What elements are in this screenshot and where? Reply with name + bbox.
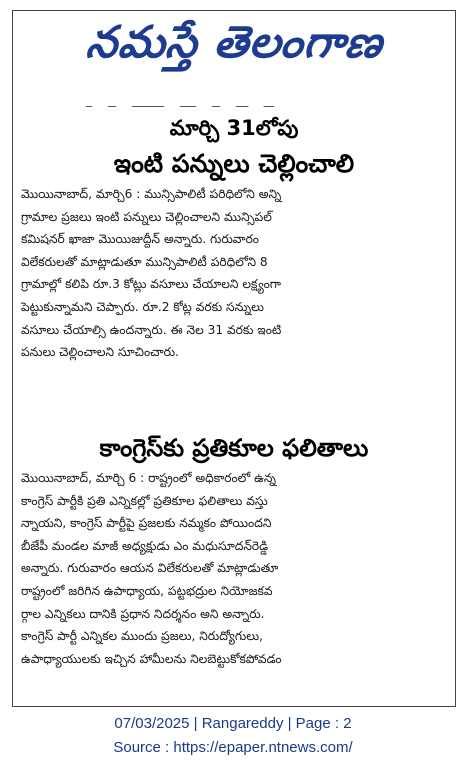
article-body <box>13 183 455 364</box>
article-headline: ఇంటి పన్నులు చెల్లించాలి <box>113 149 355 178</box>
article-line: కాంగ్రెస్ పార్టీకి ప్రతి ఎన్నికల్లో ప్రతికూల ఫలితాలు వస్తు <box>21 493 268 508</box>
source-link[interactable]: Source : https://epaper.ntnews.com/ <box>113 739 353 756</box>
article-line: ర్గాల ఎన్నికలు దానికి ప్రధాన నిదర్శనం అని అన్నారు. <box>21 606 265 621</box>
article-line: కమిషనర్ ఖాజా మొయిజుద్దీన్ అన్నారు. గురువారం <box>21 232 259 247</box>
article-line: వసూలు చేయాల్సి ఉందన్నారు. ఈ నెల 31 వరకు ఇంటి <box>21 322 282 337</box>
article-line: ఉపాధ్యాయులకు ఇచ్చిన హామీలను నిలబెట్టుకోకపోవడం <box>21 651 282 666</box>
article-congress <box>13 429 455 670</box>
article-line: గ్రామాల ప్రజలు ఇంటి పన్నులు చెల్లించాలని మున్సిపల్ <box>21 209 272 224</box>
article-line: కాంగ్రెస్ పార్టీ ఎన్నికల ముందు ప్రజలు, నిరుద్యోగులు, <box>21 629 263 644</box>
source-footer <box>0 712 466 760</box>
article-line: రాష్ట్రంలో జరిగిన ఉపాధ్యాయ, పట్టభద్రుల నియోజకవ <box>21 583 273 598</box>
article-line: పనులు చెల్లించాలని సూచించారు. <box>21 345 179 360</box>
article-line: విలేకరులతో మాట్లాడుతూ మున్సిపాలిటీ పరిధిలోని 8 <box>21 254 268 269</box>
article-line: అన్నారు. గురువారం ఆయన విలేకరులతో మాట్లాడుతూ <box>21 561 279 576</box>
article-kicker: మార్చి 31లోపు <box>169 116 299 140</box>
article-house-tax <box>13 111 455 364</box>
article-line: బీజేపీ మండల మాజీ అధ్యక్షుడు ఎం మధుసూదన్‌రెడ్డి <box>21 538 269 553</box>
masthead <box>13 11 455 85</box>
newspaper-clipping <box>12 10 456 707</box>
masthead-logo: నమస్తే తెలంగాణ <box>83 17 386 68</box>
article-line: పెట్టుకున్నామని చెప్పారు. రూ.2 కోట్ల వరకు సన్నులు <box>21 299 264 314</box>
article-line: మొయినాబాద్, మార్చి 6 : రాష్ట్రంలో అధికారంలో ఉన్న <box>21 471 276 485</box>
cropped-text-fragment <box>85 97 325 107</box>
article-line: న్నాయని, కాంగ్రెస్ పార్టీపై ప్రజలకు నమ్మకం పోయిందని <box>21 516 272 531</box>
article-headline: కాంగ్రెస్‌కు ప్రతికూల ఫలితాలు <box>99 434 369 462</box>
article-line: గ్రామాల్లో కలిపి రూ.3 కోట్లు వసూలు చేయాలని లక్ష్యంగా <box>21 277 282 292</box>
article-body <box>13 467 455 670</box>
edition-info: 07/03/2025 | Rangareddy | Page : 2 <box>114 715 352 732</box>
article-line: మొయినాబాద్, మార్చి6 : మున్సిపాలిటీ పరిధిలోని అన్ని <box>21 187 282 201</box>
